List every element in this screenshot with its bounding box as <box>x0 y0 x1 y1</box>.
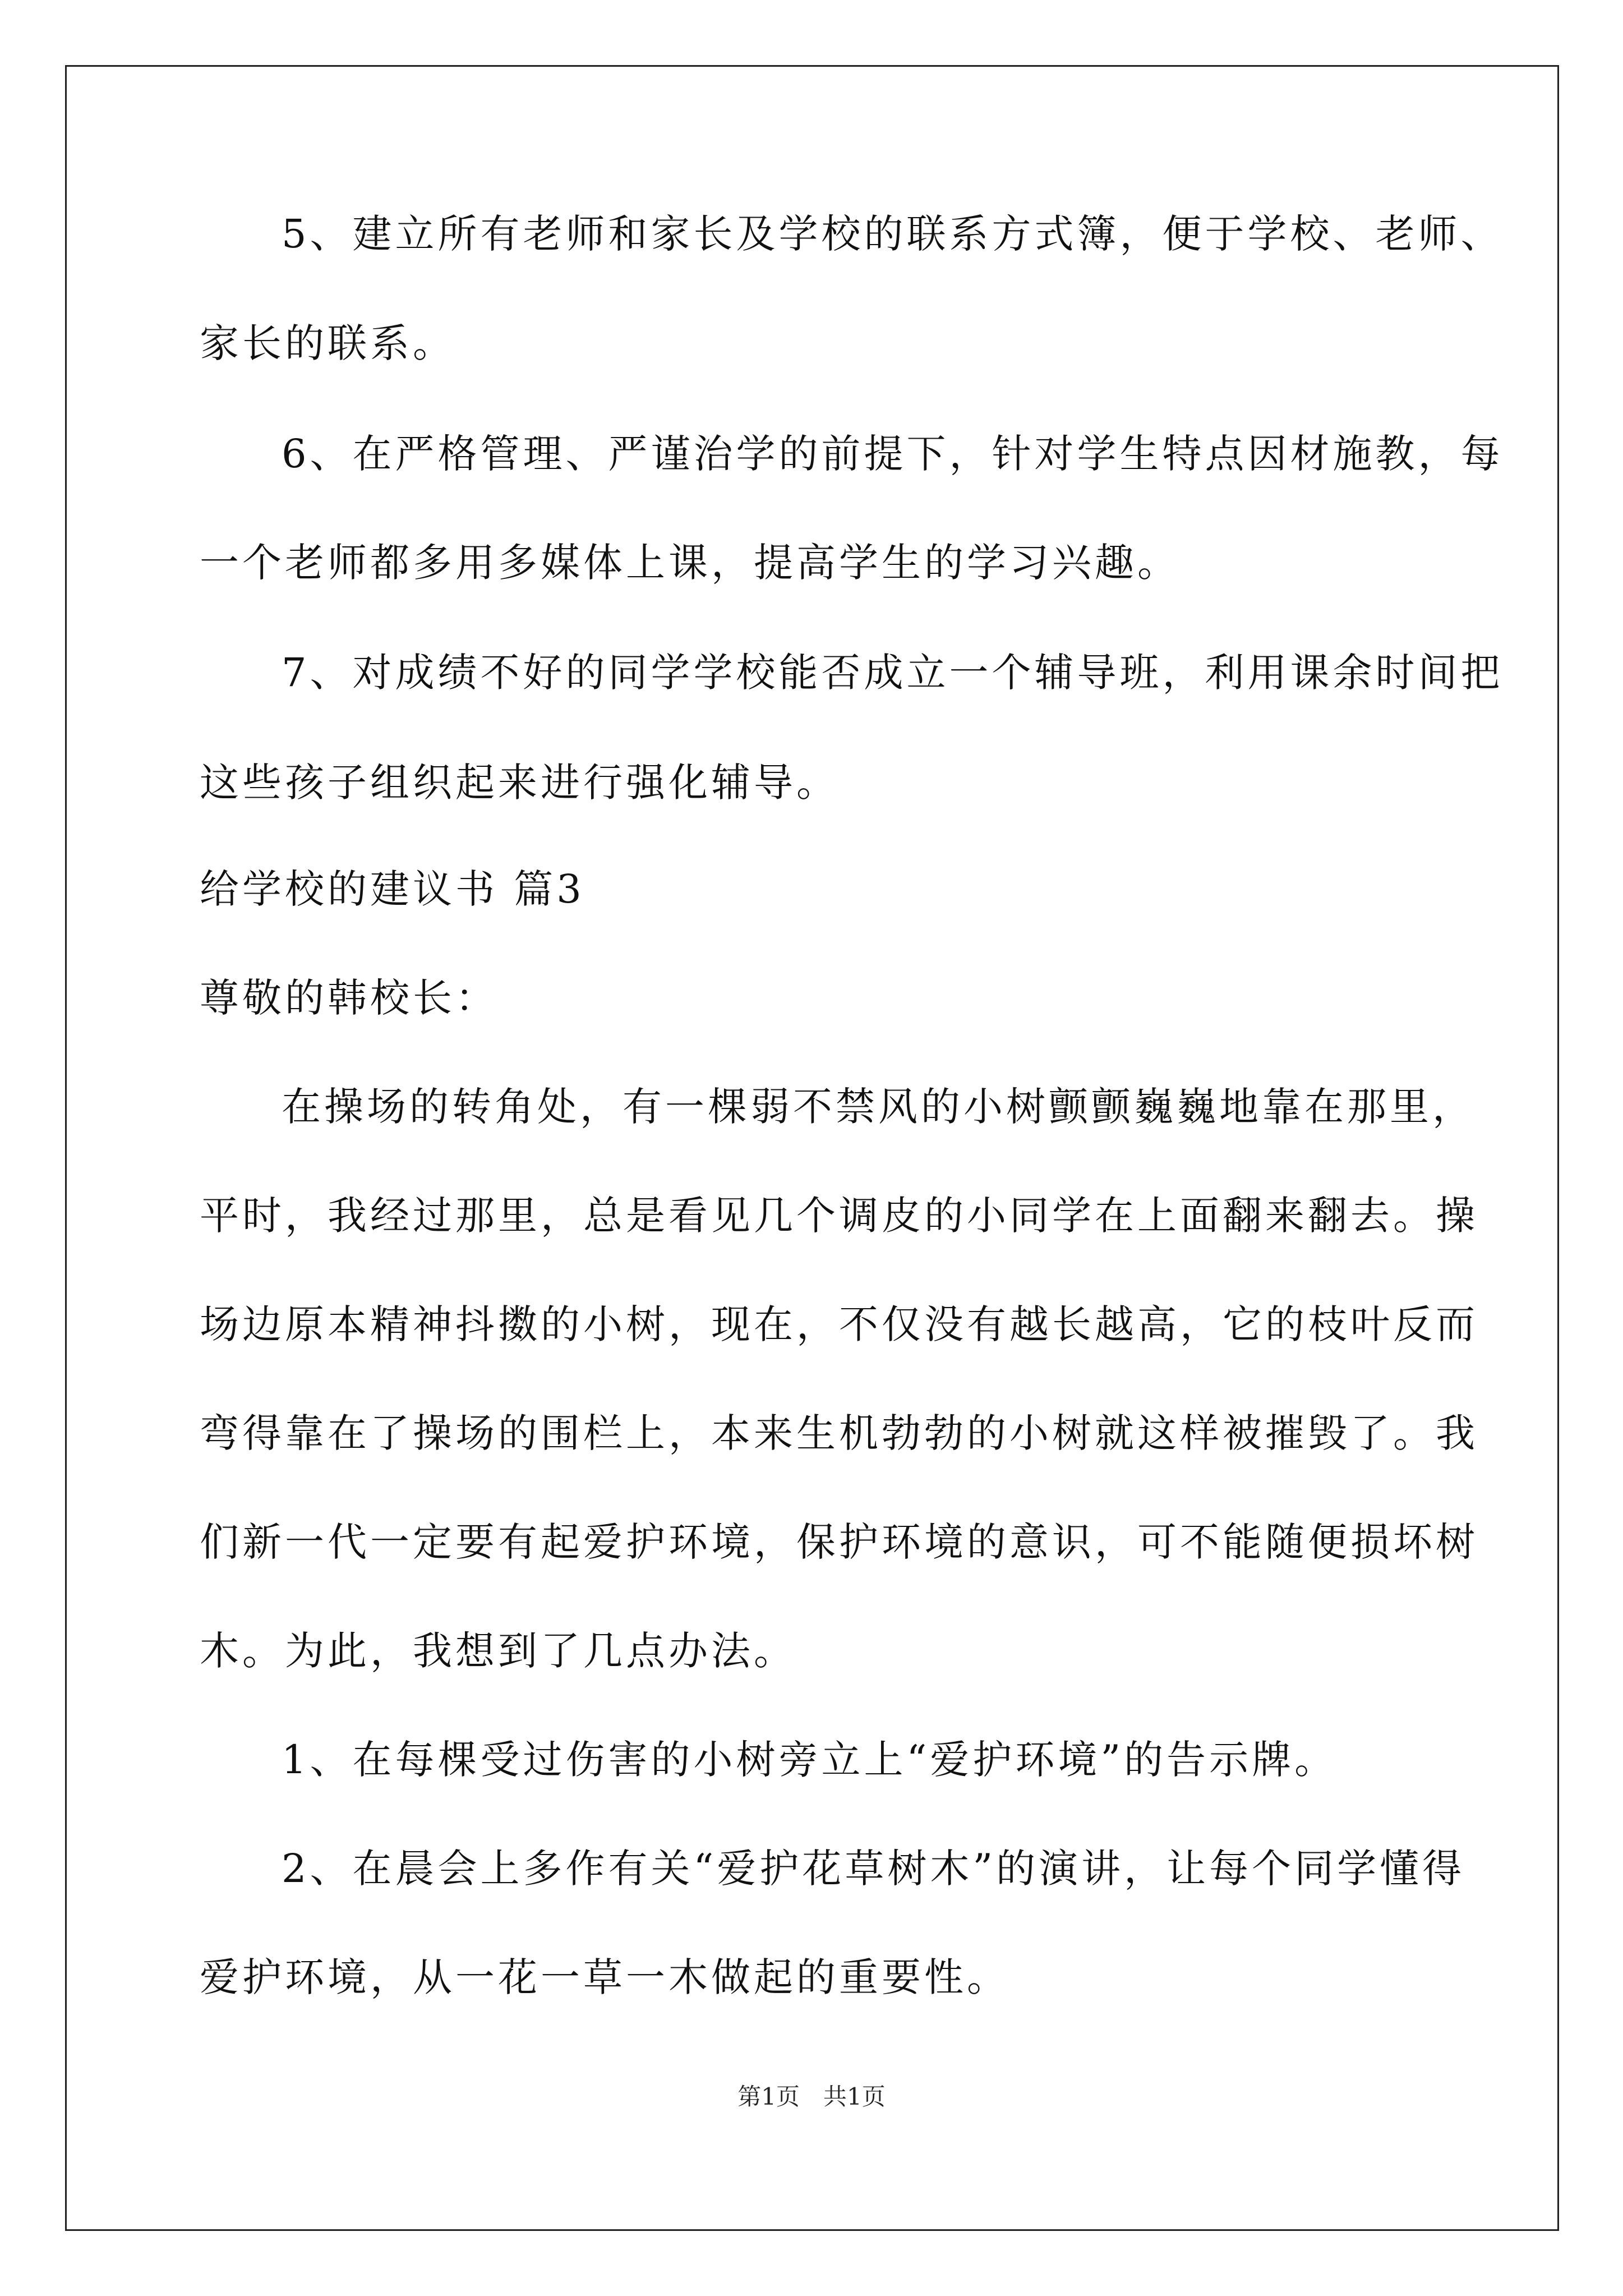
paragraph-6-line-1: 6、在严格管理、严谨治学的前提下，针对学生特点因材施教，每 <box>282 431 1504 477</box>
body-paragraph-line-4: 弯得靠在了操场的围栏上，本来生机勃勃的小树就这样被摧毁了。我 <box>200 1410 1478 1456</box>
page-number: 第1页 共1页 <box>737 2083 886 2110</box>
suggestion-2-line-2: 爱护环境，从一花一草一木做起的重要性。 <box>200 1954 1009 2000</box>
suggestion-1: 1、在每棵受过伤害的小树旁立上“爱护环境”的告示牌。 <box>282 1737 1338 1783</box>
body-paragraph-line-3: 场边原本精神抖擞的小树，现在，不仅没有越长越高，它的枝叶反而 <box>200 1301 1478 1347</box>
body-paragraph-line-5: 们新一代一定要有起爱护环境，保护环境的意识，可不能随便损坏树 <box>200 1519 1478 1565</box>
paragraph-6-line-2: 一个老师都多用多媒体上课，提高学生的学习兴趣。 <box>200 540 1180 586</box>
page-border <box>65 65 1559 2231</box>
paragraph-5-line-1: 5、建立所有老师和家长及学校的联系方式簿，便于学校、老师、 <box>282 211 1504 257</box>
paragraph-7-line-2: 这些孩子组织起来进行强化辅导。 <box>200 760 839 806</box>
suggestion-2-line-1: 2、在晨会上多作有关“爱护花草树木”的演讲，让每个同学懂得 <box>282 1846 1465 1892</box>
paragraph-7-line-1: 7、对成绩不好的同学学校能否成立一个辅导班，利用课余时间把 <box>282 650 1504 696</box>
body-paragraph-line-2: 平时，我经过那里，总是看见几个调皮的小同学在上面翻来翻去。操 <box>200 1193 1478 1239</box>
paragraph-5-line-2: 家长的联系。 <box>200 320 455 366</box>
salutation: 尊敬的韩校长： <box>200 975 498 1021</box>
body-paragraph-line-6: 木。为此，我想到了几点办法。 <box>200 1628 796 1674</box>
body-paragraph-line-1: 在操场的转角处，有一棵弱不禁风的小树颤颤巍巍地靠在那里， <box>282 1084 1475 1130</box>
section-heading: 给学校的建议书 篇3 <box>200 866 585 912</box>
